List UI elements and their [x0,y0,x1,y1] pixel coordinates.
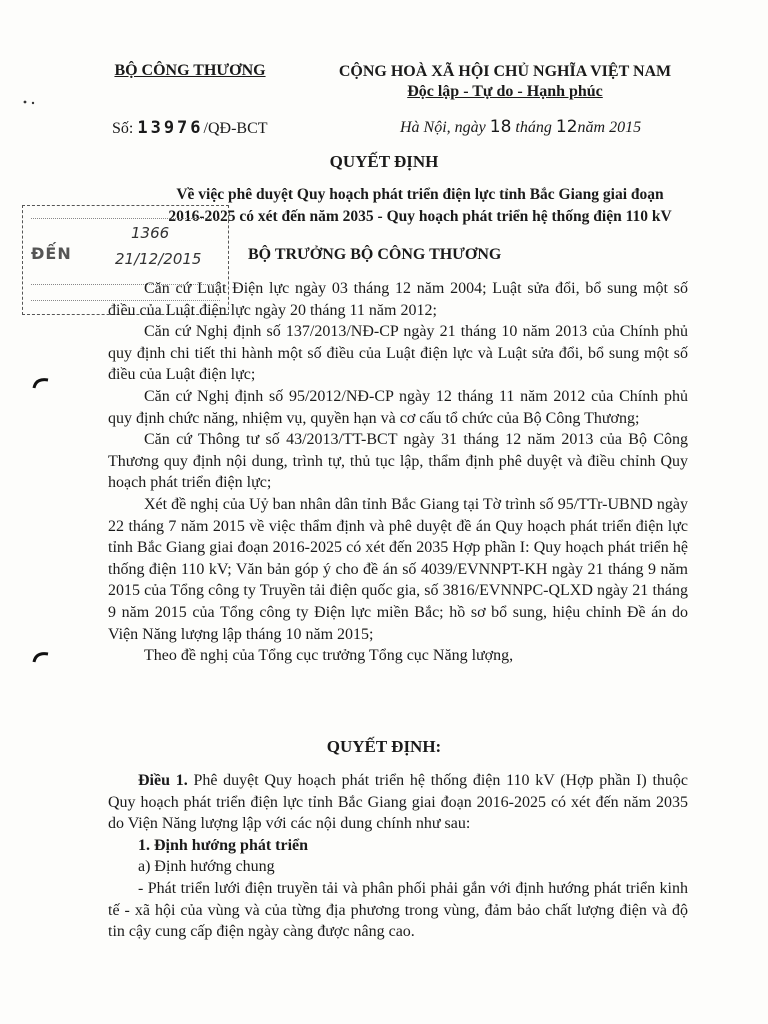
decide-heading: QUYẾT ĐỊNH: [326,737,442,756]
preamble [108,278,688,667]
section-heading: 1. Định hướng phát triển [138,836,309,854]
subsection-heading: a) Định hướng chung [138,858,275,876]
document-date: Hà Nội, ngày 18 tháng 12năm 2015 [400,117,642,137]
stamp-date: 21/12/2015 [115,250,202,268]
paragraph: Căn cứ Thông tư số 43/2013/TT-BCT ngày 31 tháng 12 năm 2013 của Bộ Công Thương quy định nội dung, trình tự, thủ tục lập, thẩm định phê duyệt và điều chỉnh Quy hoạch phát triển điện lực; [108,431,688,492]
paragraph: Căn cứ Nghị định số 137/2013/NĐ-CP ngày 21 tháng 10 năm 2013 của Chính phủ quy định chi tiết thi hành một số điều của Luật điện lực và Luật sửa đổi, bổ sung một số điều của Luật điện lực; [108,323,688,384]
stamp-word: ĐẾN [31,244,72,263]
scan-mark [22,92,36,98]
date-month: 12 [555,117,578,137]
number-value: 13976 [137,118,204,138]
issuer-title: BỘ TRƯỞNG BỘ CÔNG THƯƠNG [248,246,502,263]
paragraph: Theo đề nghị của Tổng cục trưởng Tổng cục Năng lượng, [144,647,514,665]
bullet-paragraph: - Phát triển lưới điện truyền tải và phân phối phải gắn với định hướng phát triển kinh tế - xã hội của vùng và của từng địa phương trong vùng, đảm bảo chất lượng điện và độ tin cậy cung cấp điện ngày càng được nâng cao. [108,879,688,941]
document-number: Số: 13976/QĐ-BCT [112,118,268,138]
national-header [305,62,705,102]
date-day: 18 [489,117,512,137]
paragraph: Xét đề nghị của Uỷ ban nhân dân tỉnh Bắc Giang tại Tờ trình số 95/TTr-UBND ngày 22 tháng 7 năm 2015 về việc thẩm định và phê duyệt đề án Quy hoạch phát triển điện lực tỉnh Bắc Giang giai đoạn 2016-2025 có xét đến 2035 Hợp phần I: Quy hoạch phát triển hệ thống điện 110 kV; Văn bản góp ý cho đề án số 4039/EVNNPT-KH ngày 21 tháng 9 năm 2015 của Tổng công ty Truyền tải điện quốc gia, số 3816/EVNNPC-QLXD ngày 21 tháng 9 năm 2015 của Tổng công ty Điện lực miền Bắc; hồ sơ bổ sung, hiệu chỉnh Đề án do Viện Năng lượng lập tháng 10 năm 2015; [108,495,688,643]
article-1 [108,770,688,943]
republic-name: CỘNG HOÀ XÃ HỘI CHỦ NGHĨA VIỆT NAM [338,63,672,80]
stamp-number: 1366 [131,224,170,242]
document-subject: Về việc phê duyệt Quy hoạch phát triển điện lực tỉnh Bắc Giang giai đoạn 2016-2025 có xét đến năm 2035 - Quy hoạch phát triển hệ thống điện 110 kV [168,186,672,225]
article-1-intro: Điều 1. Phê duyệt Quy hoạch phát triển hệ thống điện 110 kV (Hợp phần I) thuộc Quy hoạch phát triển điện lực tỉnh Bắc Giang giai đoạn 2016-2025 có xét đến năm 2035 do Viện Năng lượng lập với các nội dung chính như sau: [108,772,689,833]
punch-hole-icon [32,376,50,390]
punch-hole-icon [32,650,50,664]
ministry-name: BỘ CÔNG THƯƠNG [114,62,266,79]
document-title: QUYẾT ĐỊNH [329,152,439,171]
article-label: Điều 1. [138,772,188,789]
paragraph: Căn cứ Luật Điện lực ngày 03 tháng 12 năm 2004; Luật sửa đổi, bổ sung một số điều của Luật điện lực ngày 20 tháng 11 năm 2012; [108,280,688,319]
paragraph: Căn cứ Nghị định số 95/2012/NĐ-CP ngày 12 tháng 11 năm 2012 của Chính phủ quy định chức năng, nhiệm vụ, quyền hạn và cơ cấu tổ chức của Bộ Công Thương; [108,387,688,427]
national-motto: Độc lập - Tự do - Hạnh phúc [407,83,603,100]
